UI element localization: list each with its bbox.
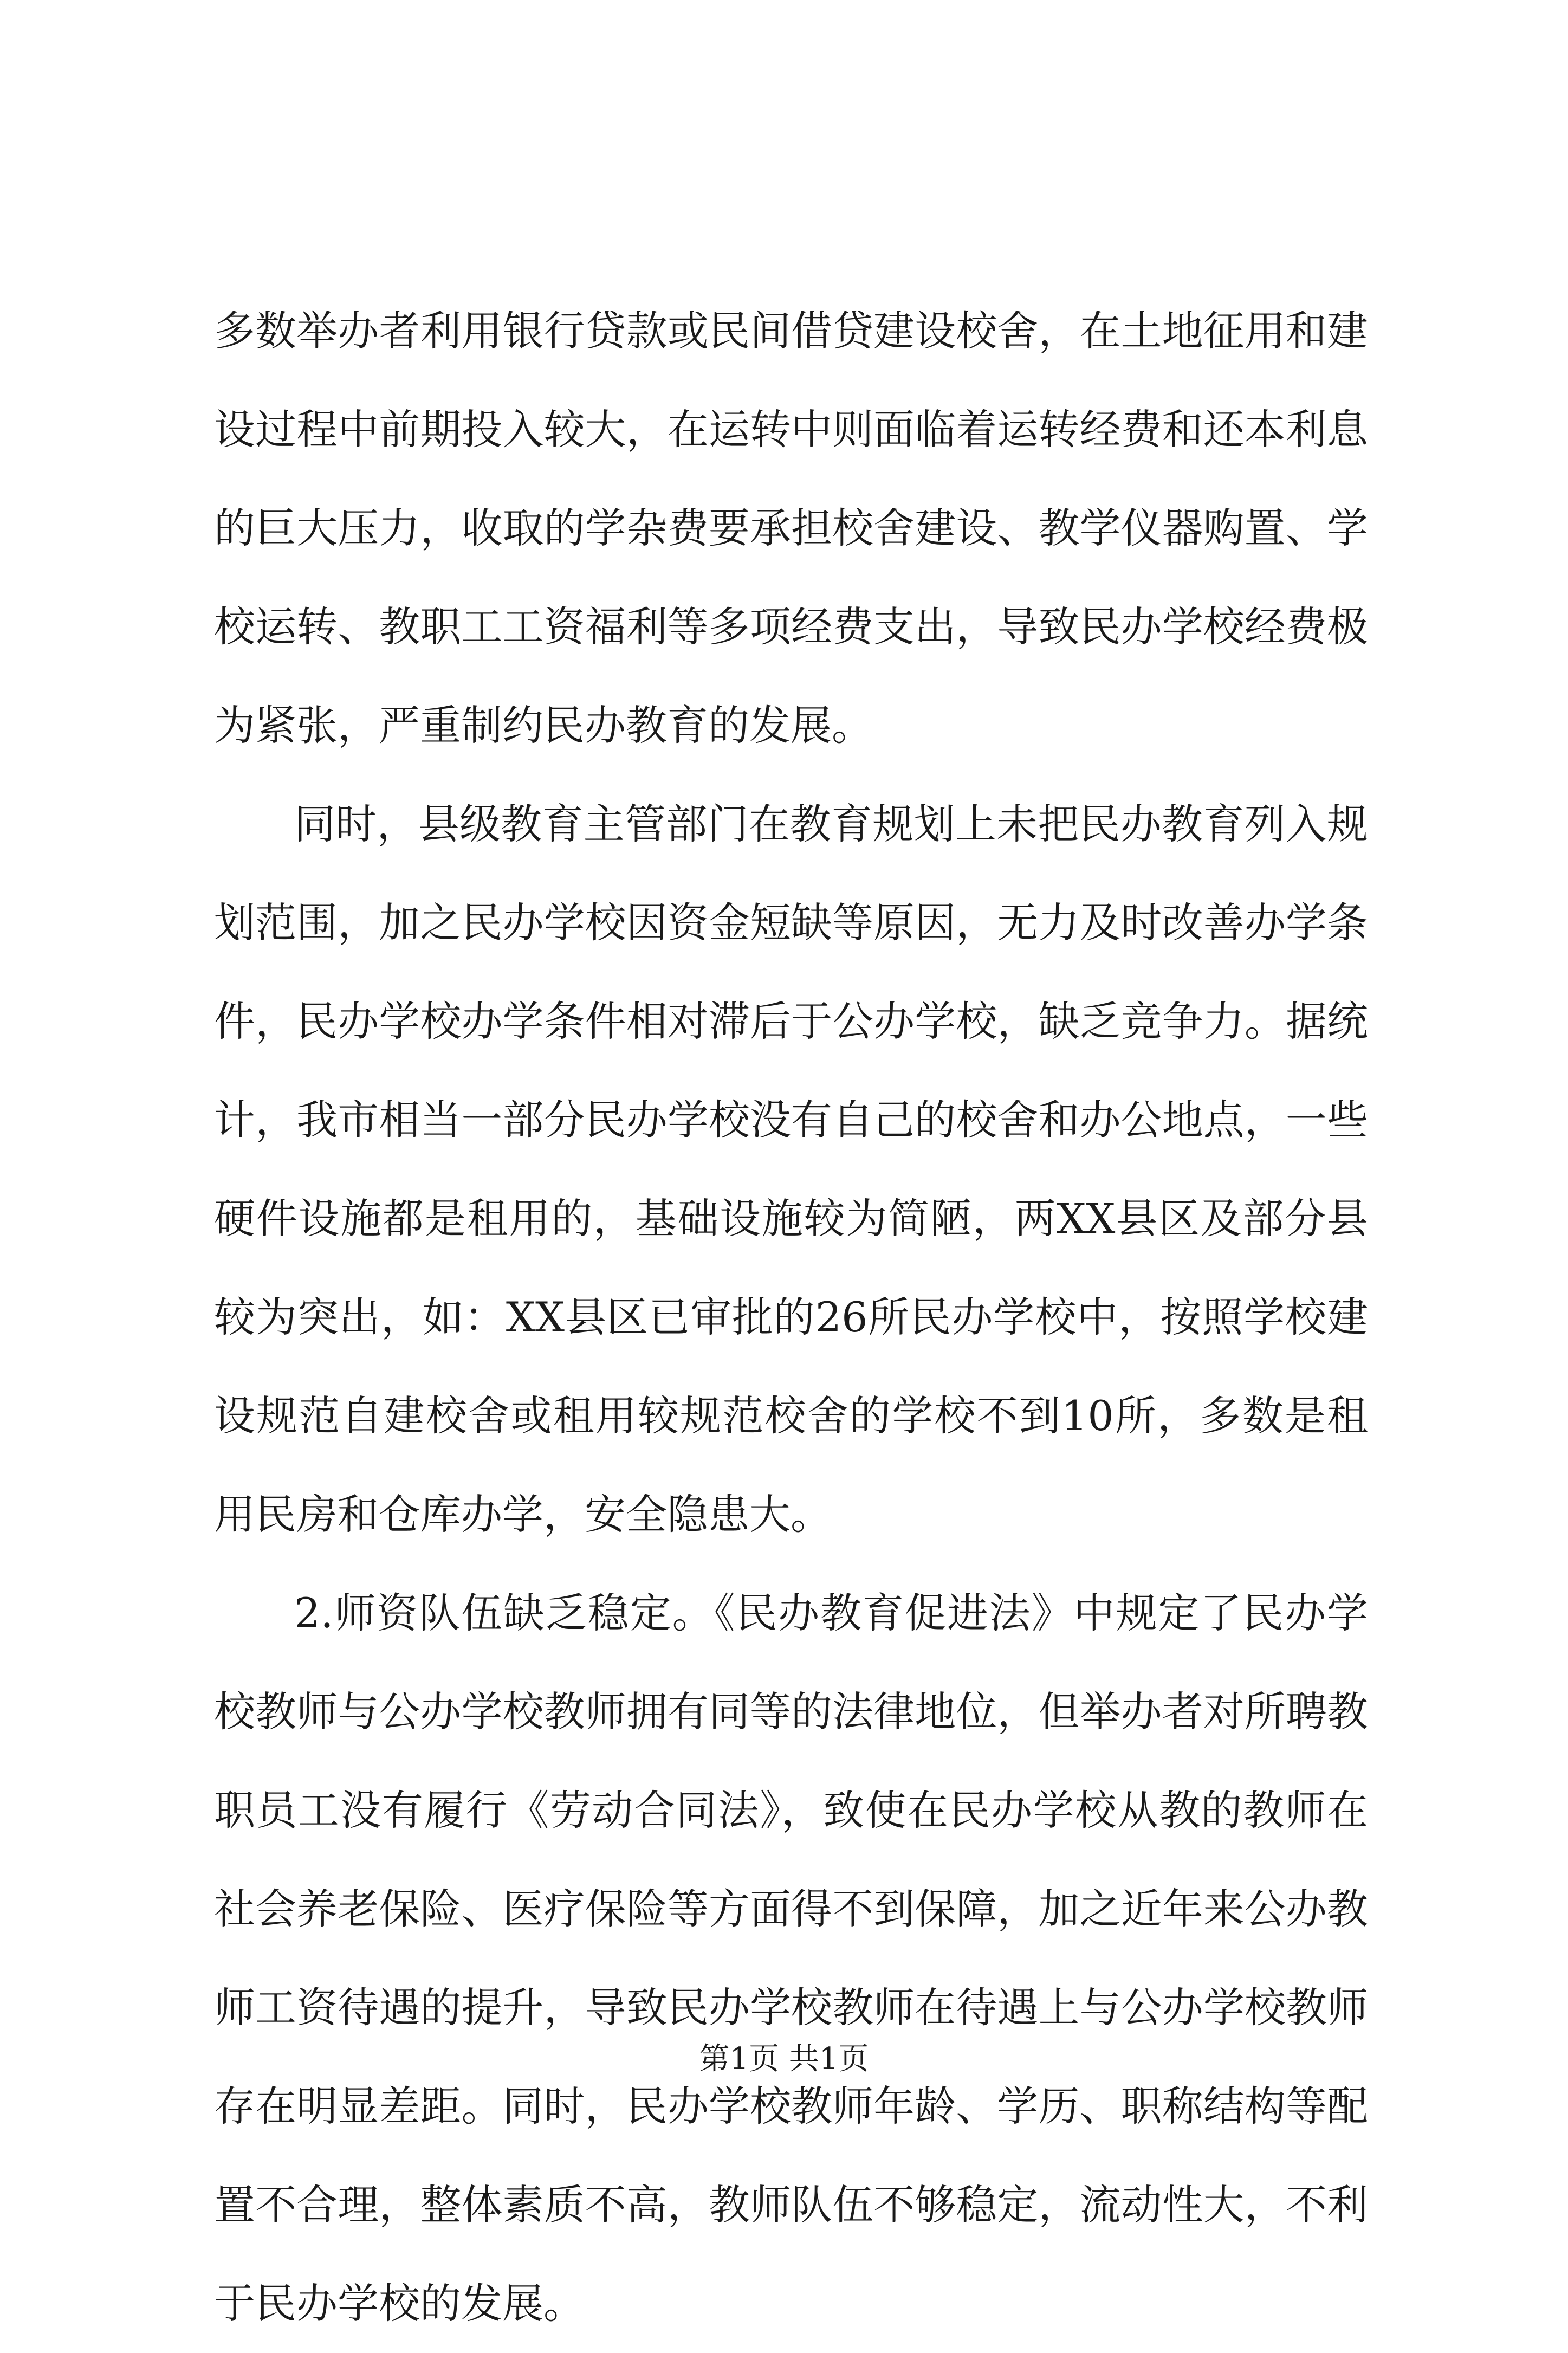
text-line: 校运转、教职工工资福利等多项经费支出，导致民办学校经费极 [214, 603, 1368, 651]
text-line: 计，我市相当一部分民办学校没有自己的校舍和办公地点，一些 [214, 1096, 1368, 1144]
text-line: 同时，县级教育主管部门在教育规划上未把民办教育列入规 [294, 800, 1368, 848]
text-line: 件，民办学校办学条件相对滞后于公办学校，缺乏竞争力。据统 [214, 997, 1368, 1045]
text-line: 的巨大压力，收取的学杂费要承担校舍建设、教学仪器购置、学 [214, 504, 1368, 552]
text-line: 于民办学校的发展。 [214, 2279, 585, 2328]
text-line: 存在明显差距。同时，民办学校教师年龄、学历、职称结构等配 [214, 2082, 1368, 2130]
text-line: 较为突出，如：XX县区已审批的26所民办学校中，按照学校建 [214, 1293, 1368, 1341]
text-line: 2.师资队伍缺乏稳定。《民办教育促进法》中规定了民办学 [294, 1589, 1368, 1637]
paragraph-1 [214, 282, 1368, 775]
text-line: 用民房和仓库办学，安全隐患大。 [214, 1490, 832, 1538]
text-line: 置不合理，整体素质不高，教师队伍不够稳定，流动性大，不利 [214, 2181, 1368, 2229]
paragraph-3 [214, 1564, 1368, 2353]
text-line: 为紧张，严重制约民办教育的发展。 [214, 701, 873, 749]
text-line: 设过程中前期投入较大，在运转中则面临着运转经费和还本利息 [214, 405, 1368, 454]
page-footer: 第1页 共1页 [699, 2041, 869, 2077]
paragraph-2 [214, 775, 1368, 1564]
text-line: 设规范自建校舍或租用较规范校舍的学校不到10所，多数是租 [214, 1392, 1368, 1440]
text-line: 多数举办者利用银行贷款或民间借贷建设校舍，在土地征用和建 [214, 307, 1368, 355]
text-line: 校教师与公办学校教师拥有同等的法律地位，但举办者对所聘教 [214, 1688, 1368, 1736]
text-line: 师工资待遇的提升，导致民办学校教师在待遇上与公办学校教师 [214, 1983, 1368, 2032]
text-line: 划范围，加之民办学校因资金短缺等原因，无力及时改善办学条 [214, 898, 1368, 947]
text-line: 社会养老保险、医疗保险等方面得不到保障，加之近年来公办教 [214, 1885, 1368, 1933]
text-line: 硬件设施都是租用的，基础设施较为简陋，两XX县区及部分县 [214, 1194, 1368, 1243]
text-line: 职员工没有履行《劳动合同法》，致使在民办学校从教的教师在 [214, 1786, 1368, 1834]
